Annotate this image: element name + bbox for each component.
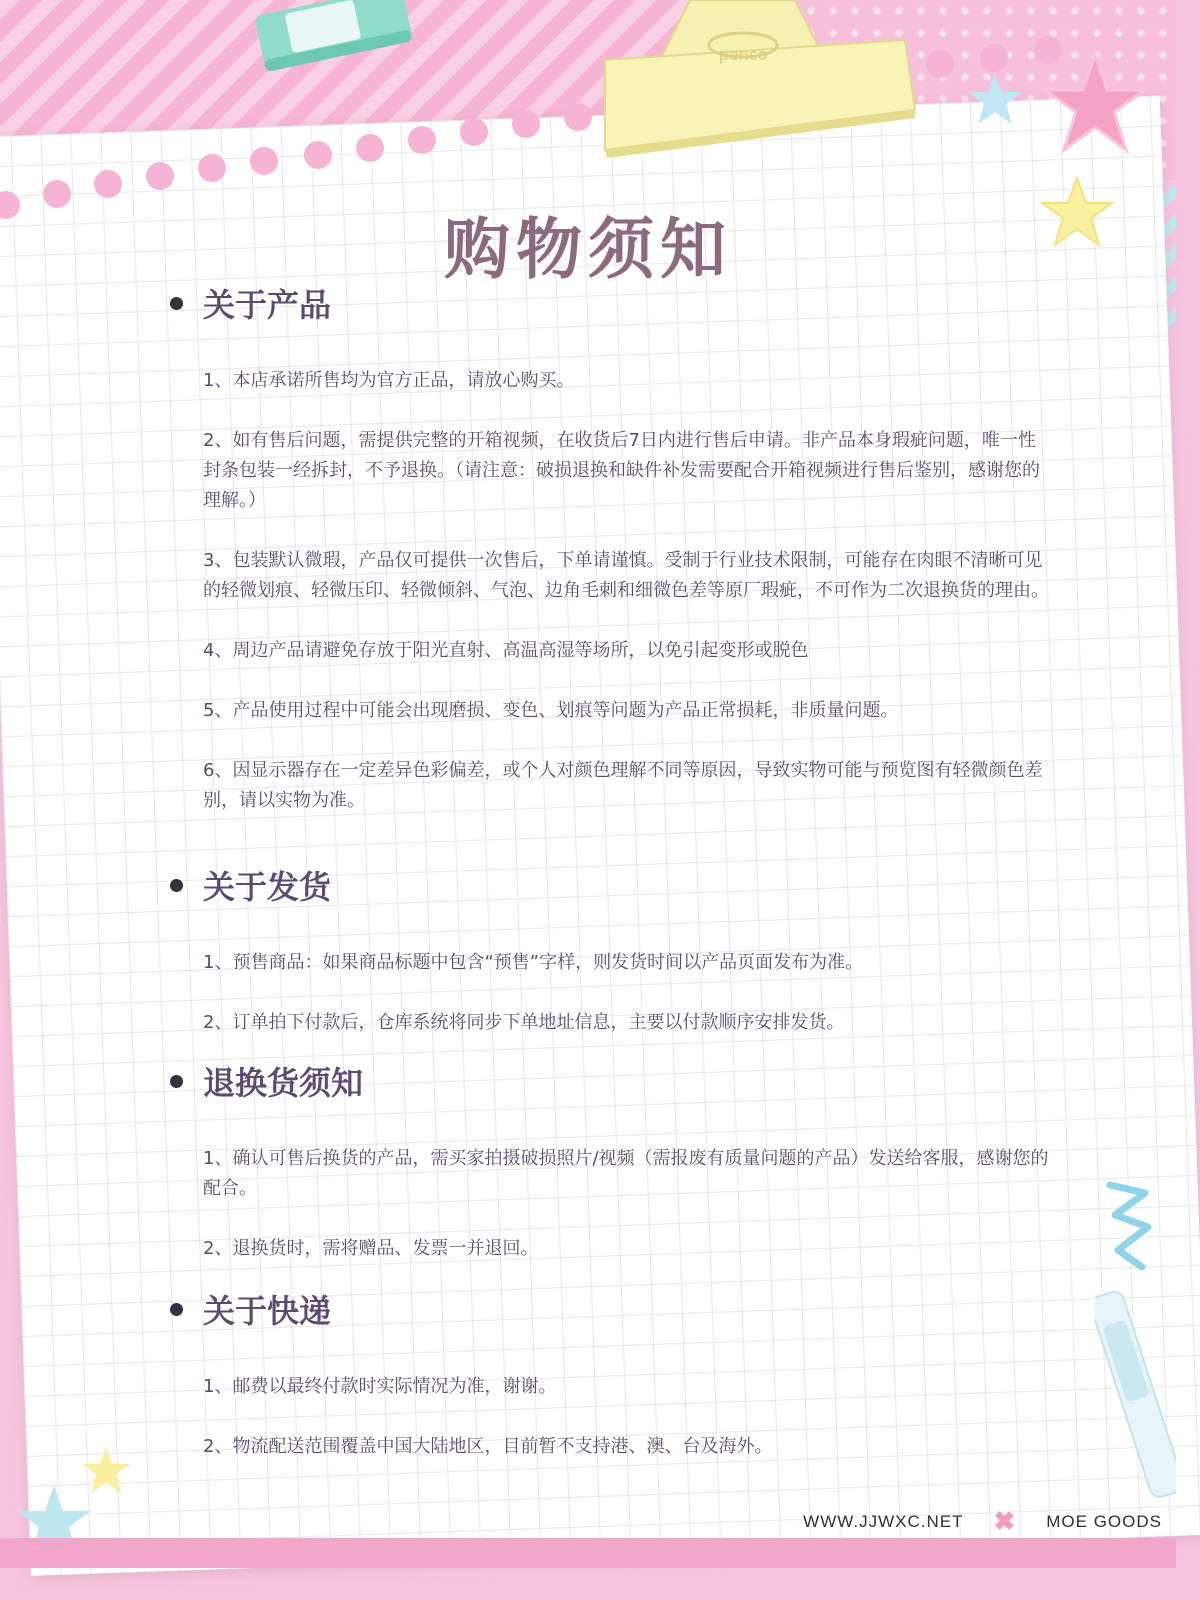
list-item: 6、因显示器存在一定差异色彩偏差，或个人对颜色理解不同等原因，导致实物可能与预览图有轻微颜色差别，请以实物为准。 bbox=[203, 760, 1043, 811]
list-item: 1、本店承诺所售均为官方正品，请放心购买。 bbox=[203, 370, 575, 391]
list-item: 1、邮费以最终付款时实际情况为准，谢谢。 bbox=[203, 1376, 557, 1397]
list-item: 2、退换货时，需将赠品、发票一并退回。 bbox=[203, 1238, 539, 1259]
section-title: 关于发货 bbox=[203, 868, 332, 906]
section-returns bbox=[170, 1058, 1070, 1264]
section-header bbox=[170, 862, 1070, 908]
section-express bbox=[170, 1286, 1070, 1462]
list-item: 4、周边产品请避免存放于阳光直射、高温高湿等场所，以免引起变形或脱色 bbox=[203, 640, 809, 661]
bullet-icon bbox=[170, 879, 183, 892]
section-header bbox=[170, 1058, 1070, 1104]
footer bbox=[803, 1506, 1162, 1537]
footer-brand: MOE GOODS bbox=[1046, 1511, 1162, 1531]
bullet-icon bbox=[170, 1303, 183, 1316]
list-item: 2、订单拍下付款后，仓库系统将同步下单地址信息，主要以付款顺序安排发货。 bbox=[203, 1012, 845, 1033]
bullet-icon bbox=[170, 297, 183, 310]
section-shipping bbox=[170, 862, 1070, 1038]
clip-brand-text: penco bbox=[718, 45, 768, 64]
section-header bbox=[170, 1286, 1070, 1332]
section-title: 关于快递 bbox=[203, 1292, 332, 1330]
section-title: 退换货须知 bbox=[203, 1064, 364, 1102]
list-item: 2、物流配送范围覆盖中国大陆地区，目前暂不支持港、澳、台及海外。 bbox=[203, 1436, 773, 1457]
footer-separator-icon: ✖ bbox=[993, 1506, 1017, 1536]
page-title: 购物须知 bbox=[444, 211, 732, 288]
bullet-icon bbox=[170, 1075, 183, 1088]
list-item: 5、产品使用过程中可能会出现磨损、变色、划痕等问题为产品正常损耗，非质量问题。 bbox=[203, 700, 899, 721]
list-item: 1、确认可售后换货的产品，需买家拍摄破损照片/视频（需报废有质量问题的产品）发送给客服，感谢您的配合。 bbox=[203, 1148, 1049, 1199]
section-products bbox=[170, 280, 1070, 816]
footer-site: WWW.JJWXC.NET bbox=[803, 1511, 964, 1531]
section-title: 关于产品 bbox=[203, 286, 332, 324]
list-item: 1、预售商品：如果商品标题中包含“预售”字样，则发货时间以产品页面发布为准。 bbox=[203, 952, 864, 973]
list-item: 2、如有售后问题，需提供完整的开箱视频，在收货后7日内进行售后申请。非产品本身瑕疵问题，唯一性封条包装一经拆封，不予退换。（请注意：破损退换和缺件补发需要配合开箱视频进行售后鉴别，感谢您的理解。） bbox=[203, 430, 1040, 511]
section-header bbox=[170, 280, 1070, 326]
list-item: 3、包装默认微瑕，产品仅可提供一次售后，下单请谨慎。受制于行业技术限制，可能存在肉眼不清晰可见的轻微划痕、轻微压印、轻微倾斜、气泡、边角毛刺和细微色差等原厂瑕疵，不可作为二次退换货的理由。 bbox=[203, 550, 1049, 601]
